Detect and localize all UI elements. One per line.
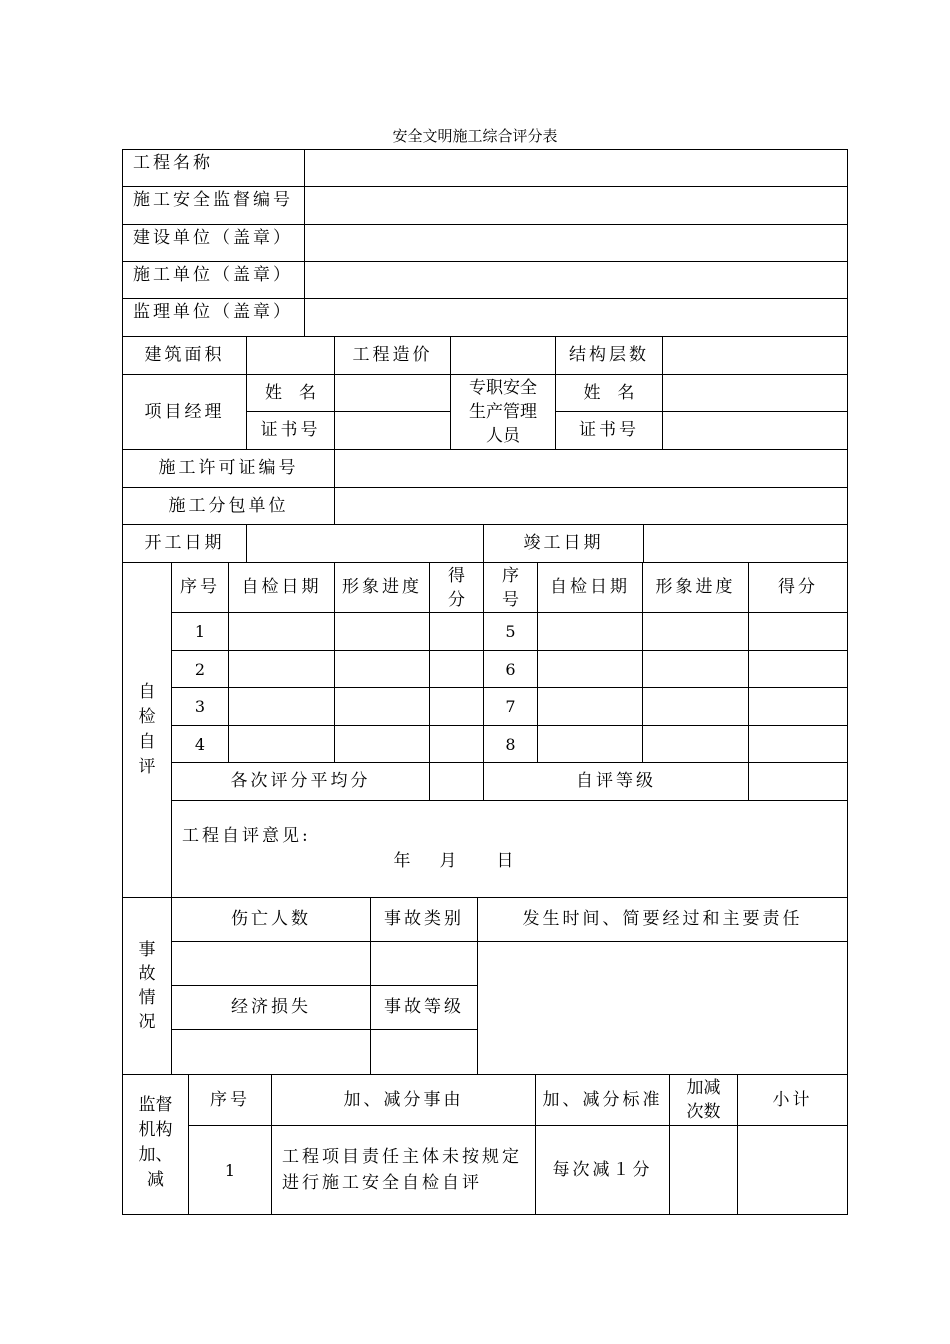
date-month: 月 [439,850,457,871]
row-number: 6 [505,659,516,679]
label-builder-unit: 建设单位（盖章） [133,228,293,248]
label-average-score: 各次评分平均分 [230,771,371,791]
label-economic-loss: 经济损失 [231,997,311,1017]
section-accident: 事 故 情 况 [138,940,156,1032]
header-adjust-reason: 加、减分事由 [343,1089,464,1110]
date-day: 日 [496,850,514,871]
row-number: 8 [505,734,516,754]
row-number: 1 [194,622,206,641]
label-structure-floors: 结构层数 [569,345,649,365]
row-number: 3 [194,697,206,716]
label-self-grade: 自评等级 [576,771,656,791]
label-project-name: 工程名称 [133,153,213,173]
construction-unit-field[interactable] [305,262,847,298]
row-number: 7 [505,697,516,716]
label-accident-category: 事故类别 [384,909,464,929]
supervisor-unit-field[interactable] [305,299,847,336]
supervision-row-times-field[interactable] [670,1126,737,1214]
supervision-row-standard: 每次减１分 [552,1159,653,1180]
header-progress-left: 形象进度 [342,577,422,597]
label-project-manager: 项目经理 [144,401,225,422]
header-check-date-left: 自检日期 [241,577,322,597]
header-subtotal: 小计 [772,1089,813,1110]
header-check-date-right: 自检日期 [550,577,630,597]
label-supervision-number: 施工安全监督编号 [133,190,293,210]
header-supervision-seq: 序号 [210,1089,250,1110]
header-progress-right: 形象进度 [655,577,736,597]
label-officer-name: 姓 名 [583,382,635,403]
label-self-opinion: 工程自评意见: [182,825,311,846]
header-score-left: 得 分 [448,565,465,610]
row-number: 5 [505,622,516,641]
label-completion-date: 竣工日期 [523,533,604,553]
supervision-row-seq: 1 [224,1160,236,1180]
label-accident-details: 发生时间、简要经过和主要责任 [522,909,803,929]
label-manager-name: 姓 名 [265,382,316,403]
header-seq-right: 序 号 [502,565,519,610]
label-subcontractor: 施工分包单位 [168,495,289,516]
supervision-row-reason: 工程项目责任主体未按规定 进行施工安全自检自评 [282,1147,522,1193]
builder-unit-field[interactable] [305,225,847,261]
date-year: 年 [393,850,411,871]
supervision-number-field[interactable] [305,187,847,224]
form-title: 安全文明施工综合评分表 [392,127,558,145]
label-officer-certificate: 证书号 [579,420,639,440]
label-safety-officer: 专职安全 生产管理 人员 [469,378,537,446]
label-supervisor-unit: 监理单位（盖章） [133,302,293,322]
label-building-area: 建筑面积 [144,345,225,365]
label-project-cost: 工程造价 [352,345,433,365]
header-adjust-standard: 加、减分标准 [542,1089,663,1110]
section-self-check: 自 检 自 评 [138,682,156,777]
label-construction-unit: 施工单位（盖章） [133,265,293,285]
label-start-date: 开工日期 [144,533,225,553]
header-adjust-times: 加减 次数 [686,1078,721,1122]
label-manager-certificate: 证书号 [260,420,321,440]
supervision-row-subtotal-field[interactable] [738,1126,847,1214]
section-supervision: 监督 机构 加、 减 [138,1095,173,1190]
header-score-right: 得分 [778,577,818,597]
label-accident-level: 事故等级 [384,997,464,1017]
row-number: 2 [194,659,206,679]
header-seq-left: 序号 [180,577,220,597]
label-casualties: 伤亡人数 [231,909,311,929]
project-name-field[interactable] [305,150,847,186]
label-permit-number: 施工许可证编号 [158,458,299,478]
row-number: 4 [194,734,206,754]
